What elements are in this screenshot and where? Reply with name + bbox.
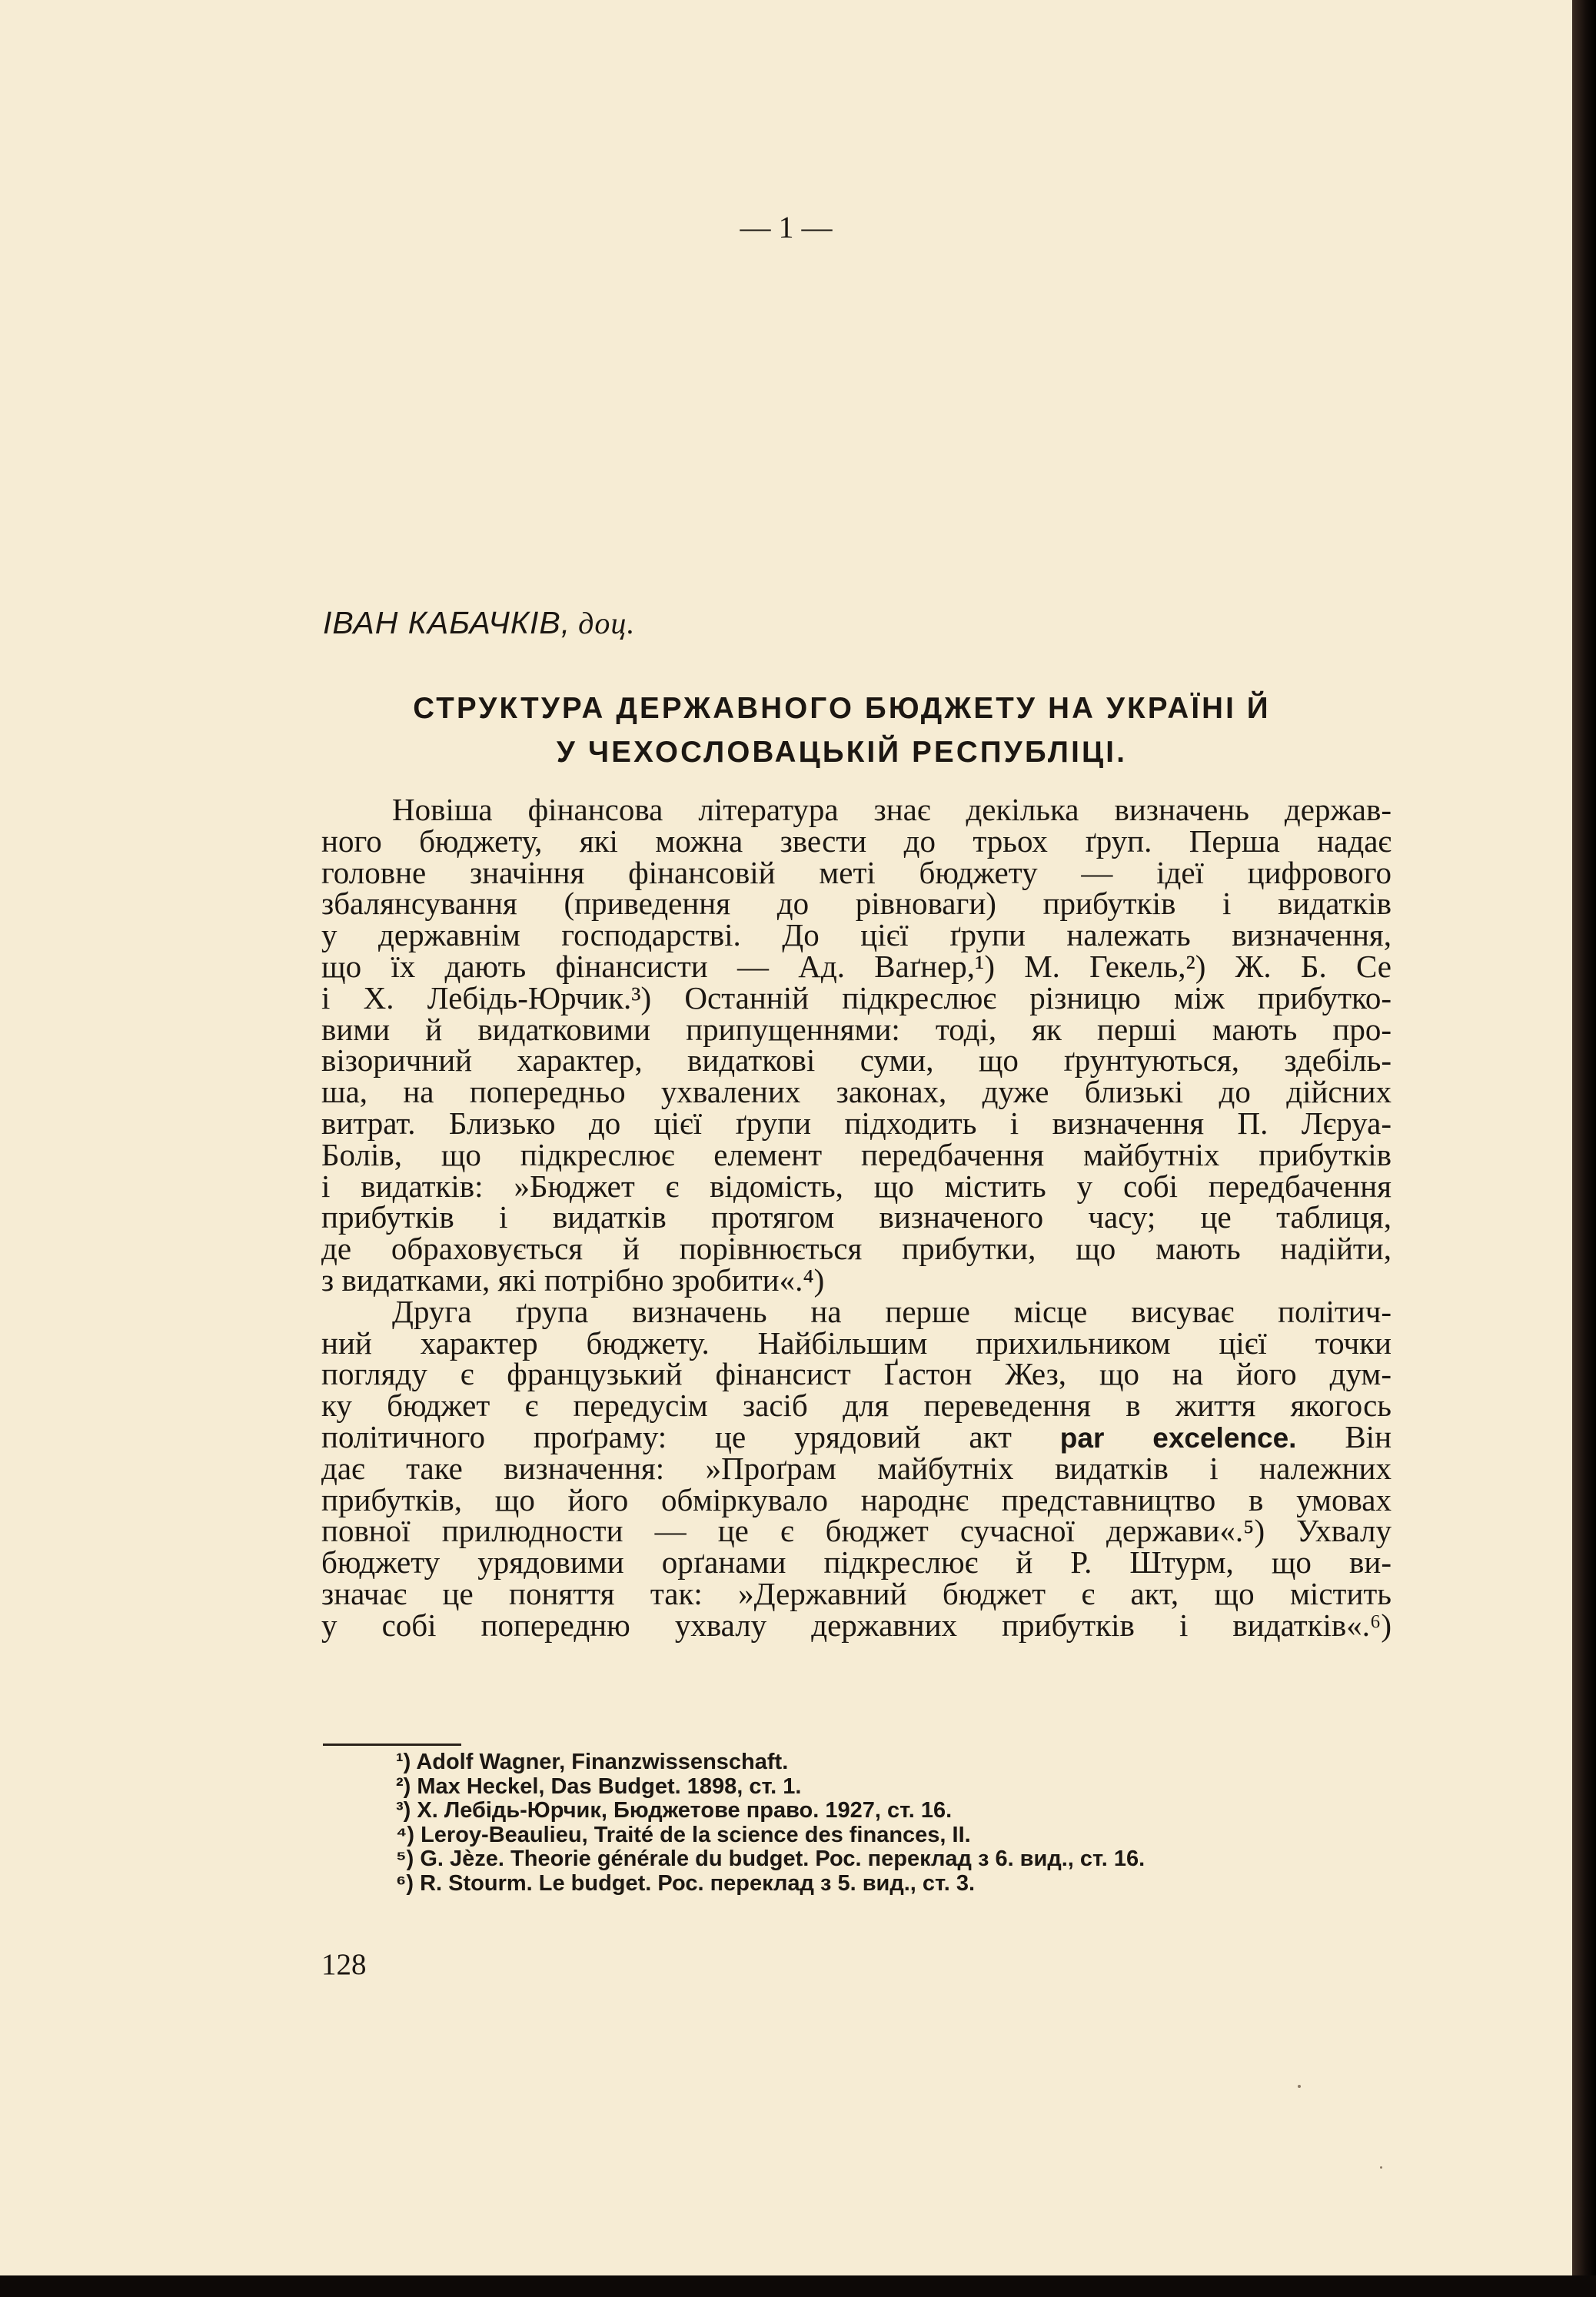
footnote-text: G. Jèze. Theorie générale du budget. Рос. переклад з 6. вид., ст. 16. bbox=[420, 1847, 1145, 1871]
paper-speck bbox=[1380, 2166, 1382, 2169]
footnote-text: Leroy-Beaulieu, Traité de la science des finances, II. bbox=[421, 1822, 971, 1847]
footnote bbox=[396, 1799, 1145, 1823]
body-line: Друга ґрупа визначень на перше місце висуває політич- bbox=[392, 1293, 1392, 1329]
body-line: Болів, що підкреслює елемент передбачення майбутніх прибутків bbox=[321, 1136, 1392, 1172]
footnote bbox=[396, 1872, 1145, 1896]
paper-speck bbox=[1298, 2085, 1301, 2088]
page-edge-shadow bbox=[0, 2275, 1596, 2297]
body-line: з видатками, які потрібно зробити«.⁴) bbox=[321, 1262, 825, 1298]
author-line bbox=[323, 605, 635, 641]
footnote-text: Adolf Wagner, Finanzwissenschaft. bbox=[416, 1750, 789, 1774]
footnote-mark: ⁴) bbox=[396, 1822, 415, 1847]
page-number: 128 bbox=[321, 1948, 367, 1981]
body-line: витрат. Близько до цієї ґрупи підходить і визначення П. Лєруа- bbox=[321, 1105, 1392, 1141]
body-line: ку бюджет є передусім засіб для переведення в життя якогось bbox=[321, 1388, 1392, 1424]
footnote-text: R. Stourm. Le budget. Рос. переклад з 5. вид., ст. 3. bbox=[420, 1870, 976, 1896]
footnote-divider bbox=[323, 1744, 461, 1746]
body-line: головне значіння фінансовій меті бюджету — ідеї цифрового bbox=[321, 854, 1392, 890]
body-line: прибутків і видатків протягом визначеного часу; це таблиця, bbox=[321, 1199, 1392, 1235]
author-degree: доц. bbox=[578, 606, 636, 640]
footnote-mark: ²) bbox=[396, 1773, 411, 1799]
body-line: збалянсування (приведення до рівноваги) прибутків і видатків bbox=[321, 886, 1392, 922]
body-line-text: Він bbox=[1345, 1418, 1392, 1454]
footnote bbox=[396, 1847, 1145, 1872]
footnote-mark: ¹) bbox=[396, 1750, 411, 1774]
footnote-text: Х. Лебідь-Юрчик, Бюджетове право. 1927, ст. 16. bbox=[417, 1798, 953, 1823]
body-line: значає це поняття так: »Державний бюджет є акт, що містить bbox=[321, 1575, 1392, 1611]
body-line: де обраховується й порівнюється прибутки, що мають надійти, bbox=[321, 1231, 1392, 1267]
footnote-text: Max Heckel, Das Budget. 1898, ст. 1. bbox=[417, 1773, 802, 1799]
latin-phrase: par excelence. bbox=[1059, 1421, 1297, 1454]
body-line: у державнім господарстві. До цієї ґрупи належать визначення, bbox=[321, 917, 1392, 953]
body-line: ша, на попередньо ухвалених законах, дуже близькі до дійсних bbox=[321, 1074, 1392, 1110]
page-header-marker: — 1 — bbox=[740, 210, 833, 244]
footnote-mark: ³) bbox=[396, 1798, 411, 1823]
body-line: дає таке визначення: »Проґрам майбутніх видатків і належних bbox=[321, 1450, 1392, 1486]
title-line: СТРУКТУРА ДЕРЖАВНОГО БЮДЖЕТУ НА УКРАЇНІ Й bbox=[413, 692, 1271, 725]
body-line: Новіша фінансова література знає декілька визначень держав- bbox=[392, 792, 1392, 827]
body-line: погляду є французький фінансист Ґастон Жез, що на його дум- bbox=[321, 1356, 1392, 1392]
footnote bbox=[396, 1775, 1145, 1800]
footnote bbox=[396, 1750, 1145, 1775]
body-line-text: політичного проґраму: це урядовий акт bbox=[321, 1418, 1012, 1454]
body-line: у собі попередню ухвалу державних прибутків і видатків«.⁶) bbox=[321, 1607, 1392, 1643]
footnote-mark: ⁶) bbox=[396, 1870, 414, 1896]
body-line: що їх дають фінансисти — Ад. Ваґнер,¹) М. Гекель,²) Ж. Б. Се bbox=[321, 948, 1392, 984]
body-line: бюджету урядовими орґанами підкреслює й Р. Штурм, що ви- bbox=[321, 1544, 1392, 1581]
body-line: і Х. Лебідь-Юрчик.³) Останній підкреслює різницю між прибутко- bbox=[321, 979, 1392, 1016]
title-line: У ЧЕХОСЛОВАЦЬКІЙ РЕСПУБЛІЦІ. bbox=[556, 736, 1128, 769]
body-line: прибутків, що його обміркувало народнє представництво в умовах bbox=[321, 1481, 1392, 1517]
footnote bbox=[396, 1823, 1145, 1848]
body-line: візоричний характер, видаткові суми, що ґрунтуються, здебіль- bbox=[321, 1042, 1392, 1079]
article-title bbox=[308, 686, 1376, 774]
author-name: ІВАН КАБАЧКІВ, bbox=[323, 605, 571, 640]
footnotes bbox=[396, 1750, 1145, 1896]
article-body bbox=[321, 794, 1392, 1641]
page-edge-shadow bbox=[1572, 0, 1596, 2297]
body-line-mixed bbox=[321, 1418, 1392, 1454]
footnote-mark: ⁵) bbox=[396, 1847, 414, 1871]
body-line: і видатків: »Бюджет є відомість, що містить у собі передбачення bbox=[321, 1168, 1392, 1204]
body-line: ний характер бюджету. Найбільшим прихильником цієї точки bbox=[321, 1325, 1392, 1361]
body-line: повної прилюдности — це є бюджет сучасної держави«.⁵) Ухвалу bbox=[321, 1513, 1392, 1549]
body-line: ного бюджету, які можна звести до трьох ґруп. Перша надає bbox=[321, 823, 1392, 859]
body-line: вими й видатковими припущеннями: тоді, як перші мають про- bbox=[321, 1011, 1392, 1047]
